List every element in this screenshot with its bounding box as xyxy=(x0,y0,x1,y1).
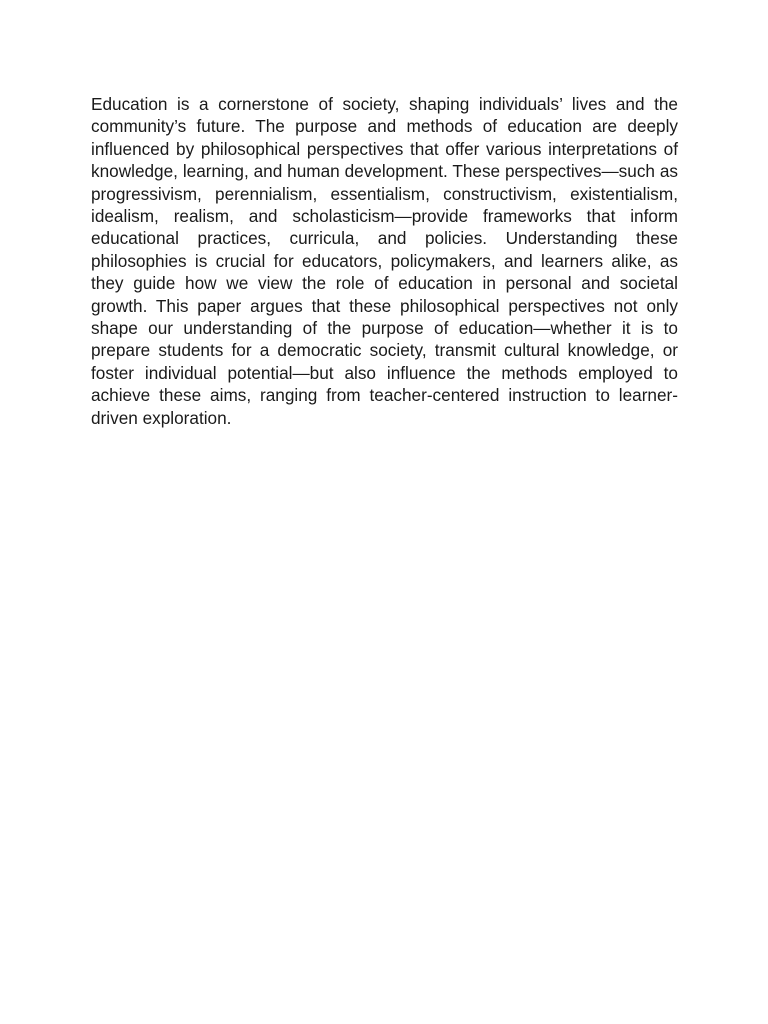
body-paragraph: Education is a cornerstone of society, shaping individuals’ lives and the community’s future. The purpose and methods of education are deeply influenced by philosophical perspectives that offer various interpretations of knowledge, learning, and human development. These perspectives—such as progressivism, perennialism, essentialism, constructivism, existentialism, idealism, realism, and scholasticism—provide frameworks that inform educational practices, curricula, and policies. Understanding these philosophies is crucial for educators, policymakers, and learners alike, as they guide how we view the role of education in personal and societal growth. This paper argues that these philosophical perspectives not only shape our understanding of the purpose of education—whether it is to prepare students for a democratic society, transmit cultural knowledge, or foster individual potential—but also influence the methods employed to achieve these aims, ranging from teacher-centered instruction to learner-driven exploration. xyxy=(91,94,678,428)
